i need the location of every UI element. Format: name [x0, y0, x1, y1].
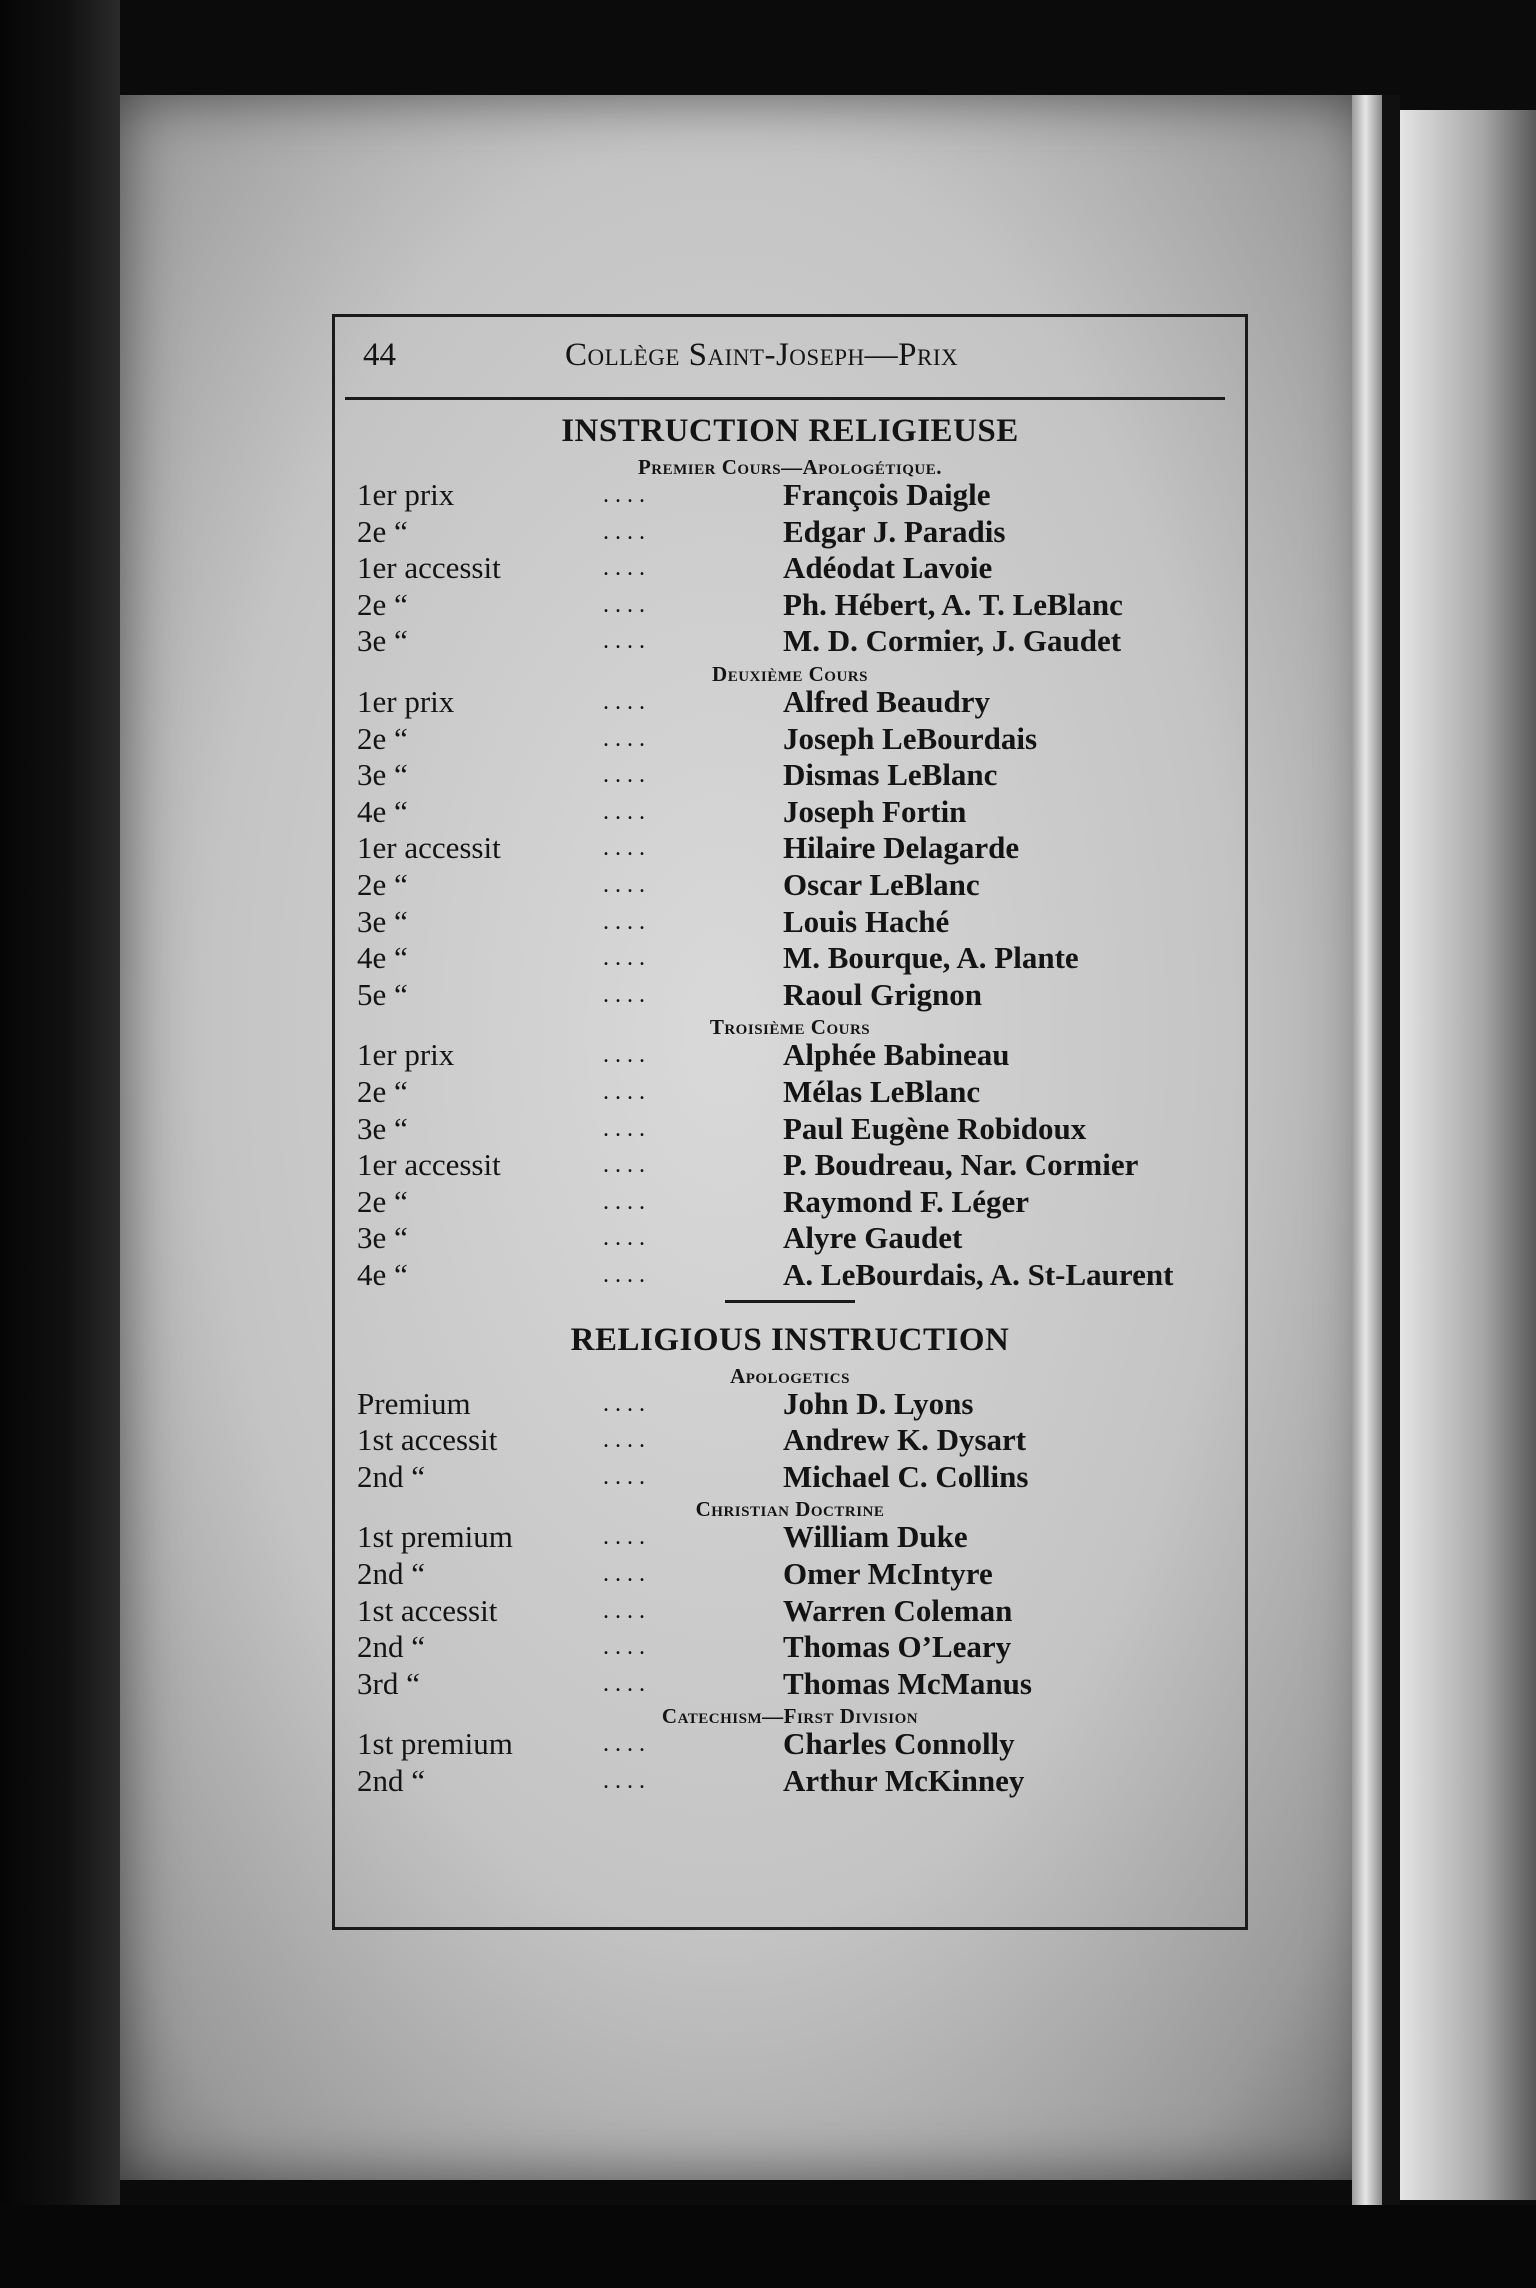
recipient-name: M. D. Cormier, J. Gaudet	[783, 623, 1122, 659]
dot-leader: ....	[603, 1768, 651, 1794]
prize-rank: 2nd “	[357, 1458, 426, 1494]
course-heading: Deuxième Cours	[712, 662, 868, 686]
prize-rank: 2e “	[357, 867, 408, 902]
prize-row	[335, 721, 1245, 757]
dot-leader: ....	[603, 835, 651, 862]
recipient-name: M. Bourque, A. Plante	[783, 940, 1079, 976]
prize-rank: 1st premium	[357, 1519, 513, 1555]
prize-rank: 2nd “	[357, 1629, 426, 1665]
dot-leader: ....	[603, 1463, 651, 1490]
dot-leader: ....	[603, 798, 651, 825]
facing-page-edge	[1400, 110, 1536, 2200]
dot-leader: ....	[603, 872, 651, 898]
dot-leader: ....	[603, 628, 651, 655]
prize-rank: 1er prix	[357, 477, 455, 512]
dot-leader: ....	[603, 762, 651, 789]
book-gutter-shadow	[1382, 95, 1400, 2205]
prize-row	[335, 904, 1245, 940]
prize-rank: 1st accessit	[357, 1422, 498, 1458]
recipient-name: Alyre Gaudet	[783, 1220, 963, 1256]
recipient-name: Raoul Grignon	[783, 976, 982, 1012]
prize-row	[335, 1111, 1245, 1147]
prize-row	[335, 1037, 1245, 1073]
prize-rank: 1er accessit	[357, 830, 501, 866]
prize-row	[335, 1257, 1245, 1293]
recipient-name: Andrew K. Dysart	[783, 1422, 1027, 1458]
dot-leader: ....	[603, 1390, 651, 1417]
prize-rank: 2nd “	[357, 1556, 426, 1591]
prize-row	[335, 1459, 1245, 1495]
prize-rank: 3e “	[357, 1220, 408, 1256]
course-heading: Premier Cours—Apologétique.	[637, 455, 943, 479]
prize-row	[335, 623, 1245, 659]
book-gutter	[1352, 95, 1382, 2205]
prize-rank: 4e “	[357, 793, 408, 829]
prize-row	[335, 1422, 1245, 1458]
dot-leader: ....	[603, 908, 651, 935]
course-heading: Christian Doctrine	[695, 1497, 885, 1522]
recipient-name: Hilaire Delagarde	[783, 830, 1020, 866]
recipient-name: Edgar J. Paradis	[783, 513, 1006, 549]
course-heading: Troisième Cours	[709, 1015, 871, 1040]
dot-leader: ....	[603, 1634, 651, 1661]
dot-leader: ....	[603, 1042, 651, 1069]
prize-row	[335, 794, 1245, 830]
prize-row	[335, 1763, 1245, 1799]
dot-leader: ....	[603, 1188, 651, 1215]
course-heading: Catechism—First Division	[661, 1704, 919, 1729]
prize-rank: 1er accessit	[357, 1147, 501, 1183]
prize-row	[335, 1519, 1245, 1555]
running-title: Collège Saint-Joseph—Prix	[565, 337, 959, 373]
dot-leader: ....	[603, 1115, 651, 1142]
prize-rank: 3e “	[357, 757, 408, 793]
prize-rank: 2e “	[357, 1183, 408, 1219]
prize-row	[335, 587, 1245, 623]
recipient-name: Warren Coleman	[783, 1592, 1013, 1628]
recipient-name: Thomas O’Leary	[783, 1629, 1012, 1665]
prize-row	[335, 514, 1245, 550]
prize-rank: 2e “	[357, 586, 408, 622]
prize-rank: 1st accessit	[357, 1592, 498, 1628]
dot-leader: ....	[603, 1670, 651, 1697]
recipient-name: Paul Eugène Robidoux	[783, 1110, 1087, 1146]
prize-row	[335, 1220, 1245, 1256]
prize-rank: 3e “	[357, 1110, 408, 1146]
prize-row	[335, 1184, 1245, 1220]
dot-leader: ....	[603, 1427, 651, 1454]
prize-row	[335, 1593, 1245, 1629]
recipient-name: Dismas LeBlanc	[783, 757, 998, 793]
prize-rank: 1er prix	[357, 1037, 455, 1073]
recipient-name: Charles Connolly	[783, 1726, 1015, 1762]
scan-bottom-border	[0, 2205, 1536, 2288]
dot-leader: ....	[603, 482, 651, 508]
prize-rank: 2e “	[357, 720, 408, 756]
prize-rank: 1er prix	[357, 684, 455, 719]
french-section-title: INSTRUCTION RELIGIEUSE	[561, 413, 1019, 449]
prize-row	[335, 757, 1245, 793]
recipient-name: Thomas McManus	[783, 1665, 1032, 1701]
recipient-name: Ph. Hébert, A. T. LeBlanc	[783, 586, 1123, 622]
prize-rank: 3e “	[357, 623, 408, 659]
prize-row	[335, 1556, 1245, 1592]
prize-rank: 2nd “	[357, 1763, 426, 1798]
prize-rank: 4e “	[357, 940, 408, 976]
recipient-name: Arthur McKinney	[783, 1763, 1025, 1798]
recipient-name: Joseph Fortin	[783, 793, 967, 829]
prize-row	[335, 477, 1245, 513]
page-number: 44	[363, 337, 396, 373]
prize-rank: 5e “	[357, 976, 408, 1012]
prize-row	[335, 1629, 1245, 1665]
prize-rank: Premium	[357, 1385, 471, 1421]
prize-row	[335, 1726, 1245, 1762]
prize-row	[335, 1386, 1245, 1422]
recipient-name: P. Boudreau, Nar. Cormier	[783, 1147, 1139, 1183]
prize-row	[335, 1147, 1245, 1183]
dot-leader: ....	[603, 518, 651, 545]
course-heading: Apologetics	[730, 1363, 850, 1388]
prize-row	[335, 684, 1245, 720]
recipient-name: Alfred Beaudry	[783, 684, 990, 719]
prize-rank: 3rd “	[357, 1665, 420, 1701]
english-section-title: RELIGIOUS INSTRUCTION	[570, 1321, 1010, 1358]
dot-leader: ....	[603, 555, 651, 582]
recipient-name: William Duke	[783, 1519, 968, 1555]
dot-leader: ....	[603, 725, 651, 752]
recipient-name: Louis Haché	[783, 903, 950, 939]
prize-row	[335, 977, 1245, 1013]
prize-rank: 1er accessit	[357, 550, 501, 586]
recipient-name: John D. Lyons	[783, 1385, 974, 1421]
dot-leader: ....	[603, 1225, 651, 1252]
prize-row	[335, 550, 1245, 586]
prize-rank: 1st premium	[357, 1726, 513, 1762]
prize-rank: 3e “	[357, 903, 408, 939]
dot-leader: ....	[603, 1079, 651, 1105]
printed-page-frame	[332, 314, 1248, 1930]
recipient-name: Michael C. Collins	[783, 1458, 1029, 1494]
recipient-name: Alphée Babineau	[783, 1037, 1010, 1073]
prize-row	[335, 830, 1245, 866]
recipient-name: A. LeBourdais, A. St-Laurent	[783, 1257, 1174, 1292]
prize-rank: 2e “	[357, 1074, 408, 1109]
dot-leader: ....	[603, 945, 651, 972]
dot-leader: ....	[603, 1524, 651, 1551]
recipient-name: François Daigle	[783, 477, 991, 512]
running-header	[345, 317, 1225, 400]
dot-leader: ....	[603, 1262, 651, 1288]
recipient-name: Adéodat Lavoie	[783, 550, 993, 586]
dot-leader: ....	[603, 1597, 651, 1624]
prize-rank: 2e “	[357, 513, 408, 549]
recipient-name: Oscar LeBlanc	[783, 867, 980, 902]
dot-leader: ....	[603, 1152, 651, 1179]
dot-leader: ....	[603, 591, 651, 618]
prize-rank: 4e “	[357, 1257, 408, 1292]
dot-leader: ....	[603, 1731, 651, 1758]
recipient-name: Raymond F. Léger	[783, 1183, 1029, 1219]
recipient-name: Omer McIntyre	[783, 1556, 993, 1591]
dot-leader: ....	[603, 1561, 651, 1587]
recipient-name: Mélas LeBlanc	[783, 1074, 981, 1109]
scan-left-border	[0, 0, 120, 2288]
dot-leader: ....	[603, 981, 651, 1008]
prize-row	[335, 940, 1245, 976]
section-divider	[725, 1300, 855, 1303]
dot-leader: ....	[603, 689, 651, 715]
prize-row	[335, 1666, 1245, 1702]
prize-row	[335, 867, 1245, 903]
prize-row	[335, 1074, 1245, 1110]
recipient-name: Joseph LeBourdais	[783, 720, 1038, 756]
